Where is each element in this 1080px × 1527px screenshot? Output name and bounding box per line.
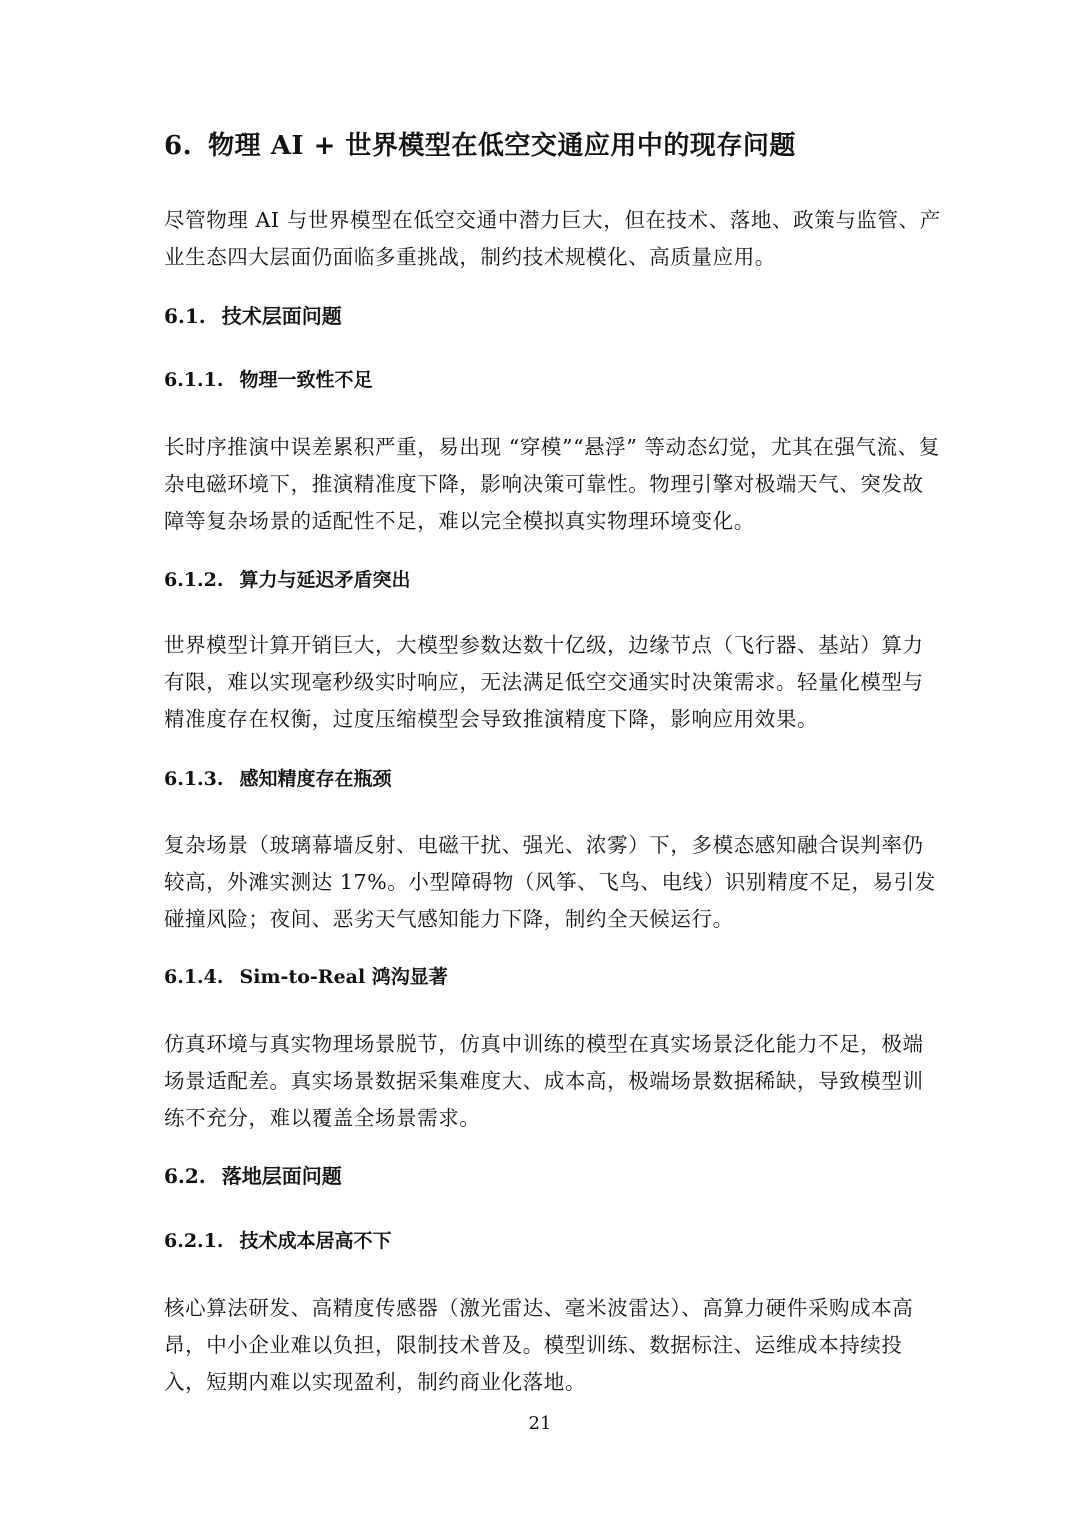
section-6-1-number: 6.1. bbox=[164, 304, 206, 328]
section-6-heading bbox=[164, 129, 944, 163]
section-6-2-heading bbox=[164, 1162, 944, 1190]
section-6-number: 6. bbox=[164, 131, 193, 161]
section-6-2-number: 6.2. bbox=[164, 1164, 206, 1188]
section-6-2-title: 落地层面问题 bbox=[221, 1164, 342, 1188]
section-6-1-1-paragraph: 长时序推演中误差累积严重，易出现 “穿模”“悬浮” 等动态幻觉，尤其在强气流、复杂电磁环境下，推演精准度下降，影响决策可靠性。物理引擎对极端天气、突发故障等复杂场景的适配性不足，难以完全模拟真实物理环境变化。 bbox=[164, 435, 940, 533]
section-6-2-1-paragraph: 核心算法研发、高精度传感器（激光雷达、毫米波雷达）、高算力硬件采购成本高昂，中小企业难以负担，限制技术普及。模型训练、数据标注、运维成本持续投入，短期内难以实现盈利，制约商业化落地。 bbox=[164, 1296, 914, 1394]
section-6-1-4-heading bbox=[164, 963, 944, 991]
section-6-1-3-number: 6.1.3. bbox=[164, 768, 224, 790]
section-6-1-heading bbox=[164, 302, 944, 330]
section-6-1-1-heading bbox=[164, 366, 944, 394]
section-6-1-4-number: 6.1.4. bbox=[164, 966, 224, 988]
section-6-1-2-number: 6.1.2. bbox=[164, 569, 224, 591]
intro-paragraph: 尽管物理 AI 与世界模型在低空交通中潜力巨大，但在技术、落地、政策与监管、产业生态四大层面仍面临多重挑战，制约技术规模化、高质量应用。 bbox=[164, 208, 941, 269]
section-6-1-2-title: 算力与延迟矛盾突出 bbox=[239, 569, 411, 591]
section-6-2-1-title: 技术成本居高不下 bbox=[239, 1230, 392, 1252]
section-6-1-4-title: Sim-to-Real 鸿沟显著 bbox=[239, 966, 448, 988]
section-6-1-2-paragraph: 世界模型计算开销巨大，大模型参数达数十亿级，边缘节点（飞行器、基站）算力有限，难以实现毫秒级实时响应，无法满足低空交通实时决策需求。轻量化模型与精准度存在权衡，过度压缩模型会导致推演精度下降，影响应用效果。 bbox=[164, 633, 924, 731]
section-6-1-1-title: 物理一致性不足 bbox=[239, 369, 373, 391]
section-6-2-1-number: 6.2.1. bbox=[164, 1230, 224, 1252]
section-6-title: 物理 AI + 世界模型在低空交通应用中的现存问题 bbox=[208, 131, 796, 161]
section-6-1-2-heading bbox=[164, 566, 944, 594]
section-6-1-4-paragraph: 仿真环境与真实物理场景脱节，仿真中训练的模型在真实场景泛化能力不足，极端场景适配差。真实场景数据采集难度大、成本高，极端场景数据稀缺，导致模型训练不充分，难以覆盖全场景需求。 bbox=[164, 1032, 924, 1130]
page-number: 21 bbox=[528, 1413, 552, 1434]
section-6-1-3-heading bbox=[164, 765, 944, 793]
section-6-1-title: 技术层面问题 bbox=[221, 304, 342, 328]
section-6-2-1-heading bbox=[164, 1227, 944, 1255]
section-6-1-1-number: 6.1.1. bbox=[164, 369, 224, 391]
section-6-1-3-paragraph: 复杂场景（玻璃幕墙反射、电磁干扰、强光、浓雾）下，多模态感知融合误判率仍较高，外滩实测达 17%。小型障碍物（风筝、飞鸟、电线）识别精度不足，易引发碰撞风险；夜间、恶劣天气感知能力下降，制约全天候运行。 bbox=[164, 833, 936, 931]
section-6-1-3-title: 感知精度存在瓶颈 bbox=[239, 768, 392, 790]
